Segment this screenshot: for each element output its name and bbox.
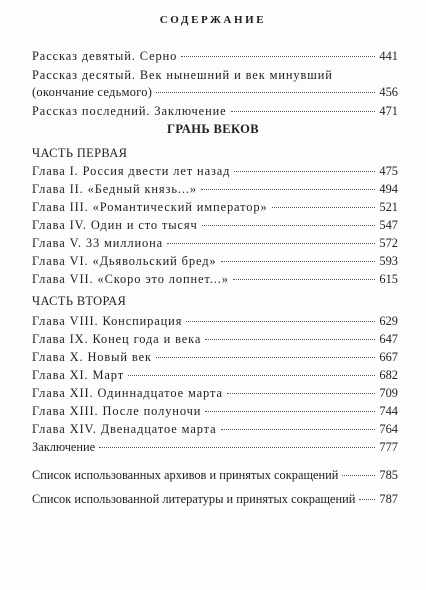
toc-entry-page: 785 <box>379 468 398 482</box>
dot-leader <box>342 475 375 476</box>
dot-leader <box>156 92 375 93</box>
toc-entry <box>32 422 398 437</box>
toc-entry <box>32 368 398 383</box>
toc-entry-page: 475 <box>379 164 398 178</box>
toc-entry-page: 787 <box>379 492 398 506</box>
toc-entry <box>32 164 398 179</box>
toc-entry <box>32 468 398 483</box>
toc-entry-label: Глава X. Новый век <box>32 350 152 364</box>
dot-leader <box>221 261 376 262</box>
toc-entry-page: 494 <box>379 182 398 196</box>
toc-entry-label: Заключение <box>32 440 96 454</box>
toc-entry-label-line1: Рассказ десятый. Век нынешний и век минувший <box>32 68 333 82</box>
toc-entry-label: Глава IX. Конец года и века <box>32 332 202 346</box>
toc-entry-label: Глава III. «Романтический император» <box>32 200 268 214</box>
dot-leader <box>167 243 375 244</box>
toc-entry <box>32 236 398 251</box>
toc-entry-label-line2: (окончание седьмого) <box>32 85 153 99</box>
toc-entry-page: 777 <box>379 440 398 454</box>
dot-leader <box>359 499 375 500</box>
toc-entry-label: Рассказ последний. Заключение <box>32 104 227 118</box>
toc-entry <box>32 440 398 455</box>
dot-leader <box>205 339 375 340</box>
toc-entry <box>32 254 398 269</box>
toc-entry-label: Глава XIV. Двенадцатое марта <box>32 422 217 436</box>
toc-entry <box>32 404 398 419</box>
toc-entry-page: 629 <box>379 314 398 328</box>
toc-entry-page: 709 <box>379 386 398 400</box>
toc-entry-label: Рассказ девятый. Серно <box>32 49 178 63</box>
part-title: ЧАСТЬ ВТОРАЯ <box>32 294 127 308</box>
toc-entry-page: 682 <box>379 368 398 382</box>
dot-leader <box>231 111 376 112</box>
page-header: СОДЕРЖАНИЕ <box>159 14 267 26</box>
toc-entry <box>32 350 398 365</box>
toc-entry-page: 593 <box>379 254 398 268</box>
toc-entry-page: 647 <box>379 332 398 346</box>
toc-entry-label: Глава XI. Март <box>32 368 125 382</box>
toc-entry <box>32 218 398 233</box>
dot-leader <box>202 225 376 226</box>
toc-entry <box>32 182 398 197</box>
toc-entry-page: 547 <box>379 218 398 232</box>
toc-entry <box>32 200 398 215</box>
toc-entry-page: 744 <box>379 404 398 418</box>
dot-leader <box>272 207 376 208</box>
dot-leader <box>181 56 375 57</box>
toc-entry-page: 456 <box>379 85 398 99</box>
toc-entry <box>32 85 398 100</box>
toc-entry-label: Список использованных архивов и принятых сокращений <box>32 468 339 482</box>
dot-leader <box>227 393 376 394</box>
part-title: ЧАСТЬ ПЕРВАЯ <box>32 146 128 160</box>
toc-entry-label: Глава IV. Один и сто тысяч <box>32 218 198 232</box>
dot-leader <box>205 411 375 412</box>
toc-entry-page: 764 <box>379 422 398 436</box>
dot-leader <box>99 447 375 448</box>
dot-leader <box>221 429 376 430</box>
toc-entry-label: Список использованной литературы и принятых сокращений <box>32 492 356 506</box>
toc-entry <box>32 104 398 119</box>
dot-leader <box>156 357 376 358</box>
dot-leader <box>201 189 375 190</box>
toc-entry <box>32 49 398 64</box>
toc-entry-label: Глава I. Россия двести лет назад <box>32 164 231 178</box>
toc-entry-page: 441 <box>379 49 398 63</box>
toc-entry-label: Глава XII. Одиннадцатое марта <box>32 386 223 400</box>
toc-entry-label: Глава VII. «Скоро это лопнет...» <box>32 272 229 286</box>
toc-entry-page: 615 <box>379 272 398 286</box>
toc-entry-label: Глава XIII. После полуночи <box>32 404 202 418</box>
toc-entry-page: 572 <box>379 236 398 250</box>
toc-entry-label: Глава II. «Бедный князь...» <box>32 182 197 196</box>
toc-entry <box>32 314 398 329</box>
dot-leader <box>233 279 376 280</box>
dot-leader <box>234 171 375 172</box>
toc-entry-label: Глава VIII. Конспирация <box>32 314 183 328</box>
toc-entry <box>32 386 398 401</box>
toc-entry-label: Глава V. 33 миллиона <box>32 236 164 250</box>
toc-entry <box>32 492 398 507</box>
toc-entry-page: 667 <box>379 350 398 364</box>
toc-entry-label: Глава VI. «Дьявольский бред» <box>32 254 217 268</box>
toc-entry-page: 471 <box>379 104 398 118</box>
toc-entry <box>32 272 398 287</box>
toc-entry <box>32 332 398 347</box>
section-title: ГРАНЬ ВЕКОВ <box>166 122 260 136</box>
dot-leader <box>128 375 375 376</box>
dot-leader <box>186 321 375 322</box>
toc-entry-page: 521 <box>379 200 398 214</box>
